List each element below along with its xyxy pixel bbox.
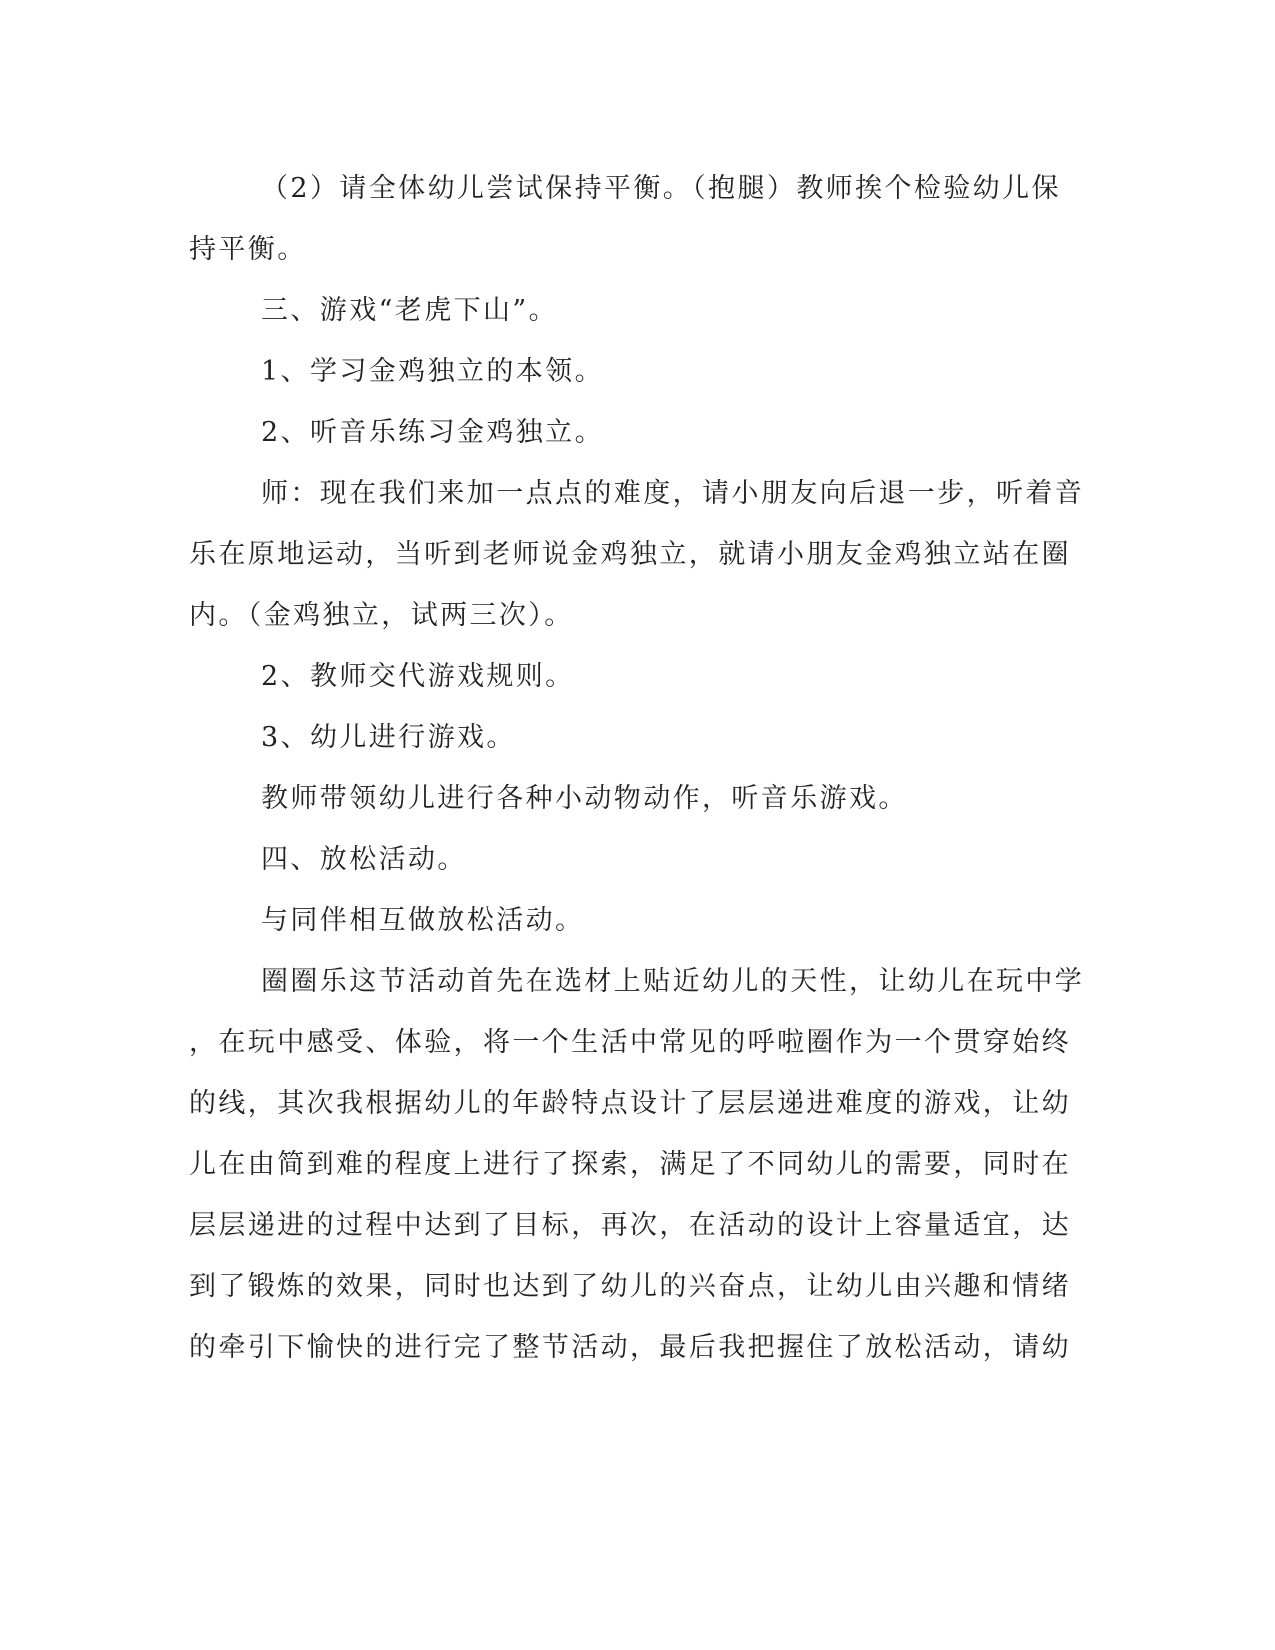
paragraph-line: ，在玩中感受、体验，将一个生活中常见的呼啦圈作为一个贯穿始终 xyxy=(189,1027,1071,1058)
section-heading: 四、放松活动。 xyxy=(261,844,467,875)
paragraph-line: 与同伴相互做放松活动。 xyxy=(261,905,585,936)
paragraph-line: 1、学习金鸡独立的本领。 xyxy=(261,356,604,387)
paragraph-line: 的牵引下愉快的进行完了整节活动，最后我把握住了放松活动，请幼 xyxy=(189,1332,1071,1363)
paragraph-line: （2）请全体幼儿尝试保持平衡。（抱腿）教师挨个检验幼儿保 xyxy=(261,173,1061,204)
paragraph-line: 圈圈乐这节活动首先在选材上贴近幼儿的天性，让幼儿在玩中学 xyxy=(261,966,1085,997)
paragraph-line: 层层递进的过程中达到了目标，再次，在活动的设计上容量适宜，达 xyxy=(189,1210,1071,1241)
paragraph-line: 内。（金鸡独立，试两三次）。 xyxy=(189,600,574,631)
paragraph-line: 3、幼儿进行游戏。 xyxy=(261,722,516,753)
paragraph-line: 儿在由简到难的程度上进行了探索，满足了不同幼儿的需要，同时在 xyxy=(189,1149,1071,1180)
paragraph-line: 教师带领幼儿进行各种小动物动作，听音乐游戏。 xyxy=(261,783,908,814)
paragraph-line: 师：现在我们来加一点点的难度，请小朋友向后退一步，听着音 xyxy=(261,478,1085,509)
paragraph-line: 到了锻炼的效果，同时也达到了幼儿的兴奋点，让幼儿由兴趣和情绪 xyxy=(189,1271,1071,1302)
paragraph-line: 2、听音乐练习金鸡独立。 xyxy=(261,417,604,448)
paragraph-line: 的线，其次我根据幼儿的年龄特点设计了层层递进难度的游戏，让幼 xyxy=(189,1088,1071,1119)
paragraph-line: 2、教师交代游戏规则。 xyxy=(261,661,575,692)
paragraph-line: 持平衡。 xyxy=(189,234,307,265)
section-heading: 三、游戏“老虎下山”。 xyxy=(261,295,559,326)
document-body xyxy=(189,158,1085,1378)
paragraph-line: 乐在原地运动，当听到老师说金鸡独立，就请小朋友金鸡独立站在圈 xyxy=(189,539,1071,570)
